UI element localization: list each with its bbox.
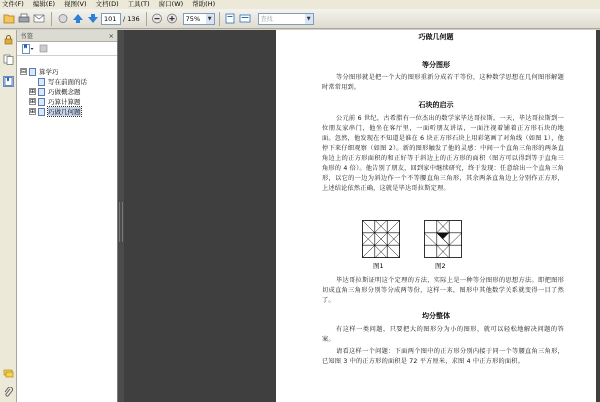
panel-title: 书签 [20, 32, 33, 40]
delete-bookmark-icon[interactable] [39, 44, 48, 53]
previous-page-icon[interactable] [71, 12, 84, 25]
expand-icon[interactable]: ⊞ [30, 98, 36, 105]
fit-page-icon[interactable] [224, 12, 237, 25]
document-page [276, 30, 596, 402]
search-placeholder: 查找 [260, 16, 273, 23]
attachment-icon[interactable] [3, 387, 14, 398]
paragraph: 有这样一类问题，只要把大的图形分为小的图形，就可以轻松地解决问题的答案。 [322, 326, 564, 343]
hand-tool-icon[interactable] [56, 12, 69, 25]
bookmark-item[interactable] [20, 67, 59, 76]
email-icon[interactable] [32, 12, 45, 25]
comments-icon[interactable] [3, 368, 14, 379]
figure-2-grid [424, 220, 462, 258]
next-page-icon[interactable] [86, 12, 99, 25]
section-heading: 石块的启示 [418, 101, 454, 109]
expand-icon[interactable]: ⊞ [30, 108, 36, 115]
bookmark-icon [38, 98, 45, 106]
paragraph: 公元前 6 世纪，古希腊有一位杰出的数学家毕达哥拉斯。一天，毕达哥拉斯到一位朋友家串门，他坐在客厅里，一面听朋友讲话，一面注视着铺着正方形石块的地面。忽然，他发现在不知道是谁在 6 块正方形石块上用彩笔画了对角线（如图 1），他停下来仔细观察（如图 2）。新的图形触发了他的灵感：中间一个直角三角形的两条直角边上的正方形面积的和正好等于斜边上的正方形的面积（图方可以得到等于直角三角形的 4 倍）。他告别了朋友，回到家中继续研究，终于发现：任意给出一个直角三角形，以它的一边为斜边作一个不等腰直角三角形，其余两条直角边上分别作正方形，上述结论依然正确，这就是毕达哥拉斯定理。 [322, 115, 564, 192]
bookmark-label: 写在前面的话 [48, 78, 87, 86]
running-title: 巧做几何题 [418, 33, 454, 41]
fit-width-icon[interactable] [239, 12, 252, 25]
section-heading: 等分图形 [422, 61, 450, 69]
bookmarks-panel [17, 30, 118, 402]
zoom-out-icon[interactable] [151, 12, 164, 25]
bookmark-label: 算学巧 [39, 68, 59, 76]
bookmark-item-selected[interactable] [29, 107, 81, 116]
figure-1-caption: 图1 [373, 262, 384, 270]
menu-file[interactable]: 文件(F) [2, 0, 24, 8]
paragraph: 等分图形就是把一个大的图形重新分成若干等份，这种数学思想在几何图形解题时常常用到。 [322, 74, 564, 91]
toolbar-separator [146, 12, 147, 26]
page-total: / 136 [123, 14, 140, 23]
section-heading: 均分整体 [422, 312, 450, 320]
splitter-grip[interactable] [119, 202, 123, 242]
menu-help[interactable]: 帮助(H) [192, 0, 216, 8]
chevron-down-icon: ▼ [206, 14, 214, 24]
bookmark-icon [38, 78, 45, 86]
bookmark-options-icon[interactable] [22, 44, 34, 54]
bookmarks-icon[interactable] [3, 76, 14, 87]
zoom-select[interactable] [183, 13, 215, 25]
toolbar [0, 9, 600, 29]
page-number-input[interactable]: 101 [101, 13, 121, 25]
figure-1-grid [362, 220, 400, 258]
toolbar-separator [219, 12, 220, 26]
menu-tools[interactable]: 工具(T) [127, 0, 150, 8]
bookmark-item[interactable] [29, 87, 81, 96]
search-field[interactable] [258, 13, 314, 25]
panel-toolbar [17, 42, 117, 56]
lock-icon[interactable] [3, 34, 14, 45]
chevron-down-icon: ▼ [305, 14, 313, 24]
bookmark-item[interactable] [38, 77, 87, 86]
document-area [124, 30, 600, 402]
close-icon[interactable]: × [108, 31, 114, 40]
print-icon[interactable] [17, 12, 30, 25]
bookmark-icon [29, 68, 36, 76]
expand-icon[interactable]: ⊞ [30, 88, 36, 95]
paragraph: 毕达哥拉斯证明这个定理的方法，实际上是一种等分图形的思想方法。即把图形切成直角三角形分别等分成两等份，这样一来，图形中其他数学关系就变得一目了然了。 [322, 277, 564, 304]
menu-view[interactable]: 视图(V) [64, 0, 87, 8]
navigation-strip [0, 30, 17, 402]
menu-window[interactable]: 窗口(W) [158, 0, 184, 8]
zoom-in-icon[interactable] [166, 12, 179, 25]
panel-header [17, 30, 117, 42]
menu-edit[interactable]: 编辑(E) [32, 0, 55, 8]
collapse-icon[interactable]: ⊟ [21, 68, 27, 75]
figure-2-caption: 图2 [435, 262, 446, 270]
bookmark-label: 巧做概念题 [48, 88, 81, 96]
bookmark-label: 巧算计算题 [48, 98, 81, 106]
zoom-value: 75% [185, 14, 201, 23]
menu-document[interactable]: 文档(D) [95, 0, 119, 8]
bookmark-label: 巧做几何题 [48, 108, 81, 116]
bookmark-icon [38, 88, 45, 96]
bookmark-icon [38, 108, 45, 116]
pages-icon[interactable] [3, 54, 14, 65]
paragraph: 请看这样一个问题：下面两个图中的正方形分别内接于同一个等腰直角三角形，已知图 3 中的正方形的面积是 72 平方厘米，求图 4 中正方形的面积。 [322, 348, 564, 365]
menu-bar [0, 0, 600, 9]
toolbar-separator [51, 12, 52, 26]
open-icon[interactable] [2, 12, 15, 25]
bookmark-item[interactable] [29, 97, 81, 106]
